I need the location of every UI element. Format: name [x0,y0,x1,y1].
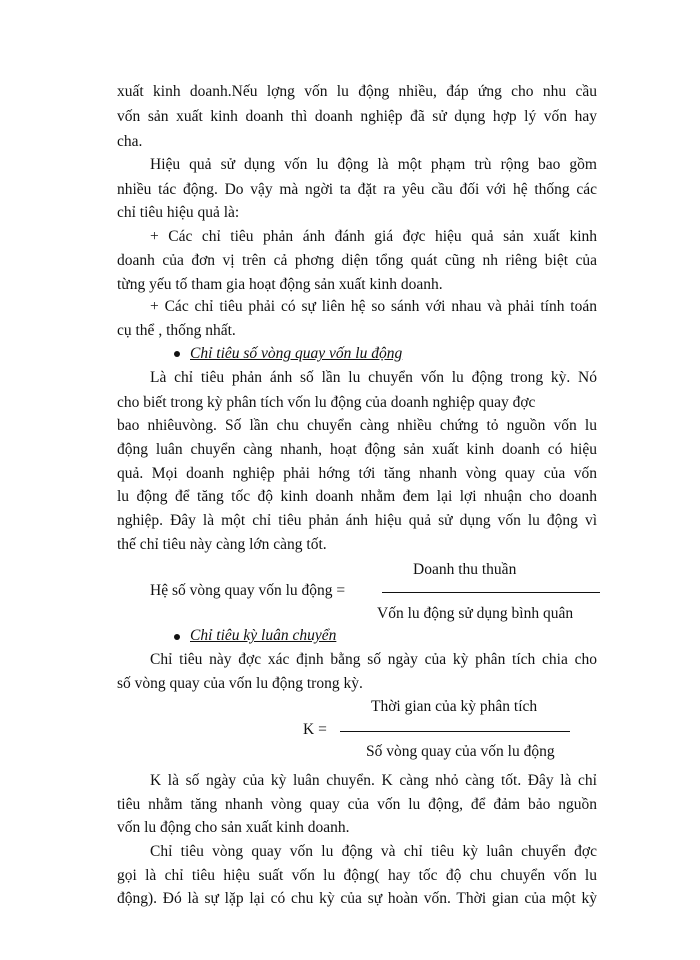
section-heading-period: Chỉ tiêu kỳ luân chuyển [190,627,337,644]
paragraph-2-line-2: nhiều tác động. Do vậy mà ngời ta đặt ra yêu cầu đối với hệ thống các [117,181,597,198]
paragraph-7-line-2: tiêu nhằm tăng nhanh vòng quay của vốn lu động, để đảm bảo nguồn [117,796,597,813]
paragraph-4-line-1: + Các chỉ tiêu phải có sự liên hệ so sánh với nhau và phải tính toán [150,298,597,315]
paragraph-3-line-2: doanh của đơn vị trên cả phơng diện tổng quát cũng nh riêng biệt của [117,252,597,269]
paragraph-2-line-3: chỉ tiêu hiệu quả là: [117,204,240,221]
paragraph-5-line-2: cho biết trong kỳ phân tích vốn lu động của doanh nghiệp quay đợc [117,394,536,411]
section-heading-turnover: Chỉ tiêu số vòng quay vốn lu động [190,345,403,362]
paragraph-8-line-3: động). Đó là sự lặp lại có chu kỳ của sự hoàn vốn. Thời gian của một kỳ [117,890,597,907]
paragraph-5-line-5: quả. Mọi doanh nghiệp phải hớng tới tăng nhanh vòng quay của vốn [117,465,597,482]
paragraph-5-line-7: nghiệp. Đây là một chỉ tiêu phản ánh hiệu quả sử dụng vốn lu động vì [117,512,597,529]
paragraph-5-line-1: Là chỉ tiêu phản ánh số lần lu chuyển vốn lu động trong kỳ. Nó [150,369,597,386]
formula-1-denominator: Vốn lu động sử dụng bình quân [377,605,574,622]
paragraph-8-line-1: Chỉ tiêu vòng quay vốn lu động và chỉ tiêu kỳ luân chuyển đợc [150,843,597,860]
paragraph-3-line-3: từng yếu tố tham gia hoạt động sản xuất kinh doanh. [117,276,443,293]
paragraph-6-line-2: số vòng quay của vốn lu động trong kỳ. [117,675,363,692]
paragraph-1-line-1: xuất kinh doanh.Nếu lợng vốn lu động nhiều, đáp ứng cho nhu cầu [117,83,597,100]
formula-1-numerator: Doanh thu thuần [413,561,517,578]
formula-2-numerator: Thời gian của kỳ phân tích [371,698,538,715]
paragraph-5-line-4: động luân chuyển càng nhanh, hoạt động sản xuất kinh doanh có hiệu [117,441,597,458]
bullet-dot-icon [174,351,180,357]
formula-1-lhs: Hệ số vòng quay vốn lu động = [150,582,346,599]
paragraph-7-line-3: vốn lu động cho sản xuất kinh doanh. [117,819,350,836]
paragraph-1-line-2: vốn sản xuất kinh doanh thì doanh nghiệp đã sử dụng hợp lý vốn hay [117,108,597,125]
paragraph-5-line-6: lu động để tăng tốc độ kinh doanh nhằm đem lại lợi nhuận cho doanh [117,488,597,505]
paragraph-5-line-3: bao nhiêuvòng. Số lần chu chuyển càng nhiều chứng tỏ nguồn vốn lu [117,417,597,434]
paragraph-1-line-3: cha. [117,133,143,150]
paragraph-3-line-1: + Các chỉ tiêu phản ánh đánh giá đợc hiệu quả sản xuất kinh [150,228,597,245]
paragraph-2-line-1: Hiệu quả sử dụng vốn lu động là một phạm trù rộng bao gồm [150,156,597,173]
formula-2-lhs: K = [303,721,327,738]
paragraph-4-line-2: cụ thể , thống nhất. [117,322,236,339]
paragraph-7-line-1: K là số ngày của kỳ luân chuyển. K càng nhỏ càng tốt. Đây là chỉ [150,772,597,789]
bullet-dot-icon [174,634,180,640]
paragraph-6-line-1: Chỉ tiêu này đợc xác định bằng số ngày của kỳ phân tích chia cho [150,651,597,668]
formula-1-fraction-bar [382,592,600,593]
paragraph-8-line-2: gọi là chỉ tiêu hiệu suất vốn lu động( hay tốc độ chu chuyển vốn lu [117,867,597,884]
formula-2-denominator: Số vòng quay của vốn lu động [366,743,555,760]
paragraph-5-line-8: thế chỉ tiêu này càng lớn càng tốt. [117,536,327,553]
formula-2-fraction-bar [340,731,570,732]
